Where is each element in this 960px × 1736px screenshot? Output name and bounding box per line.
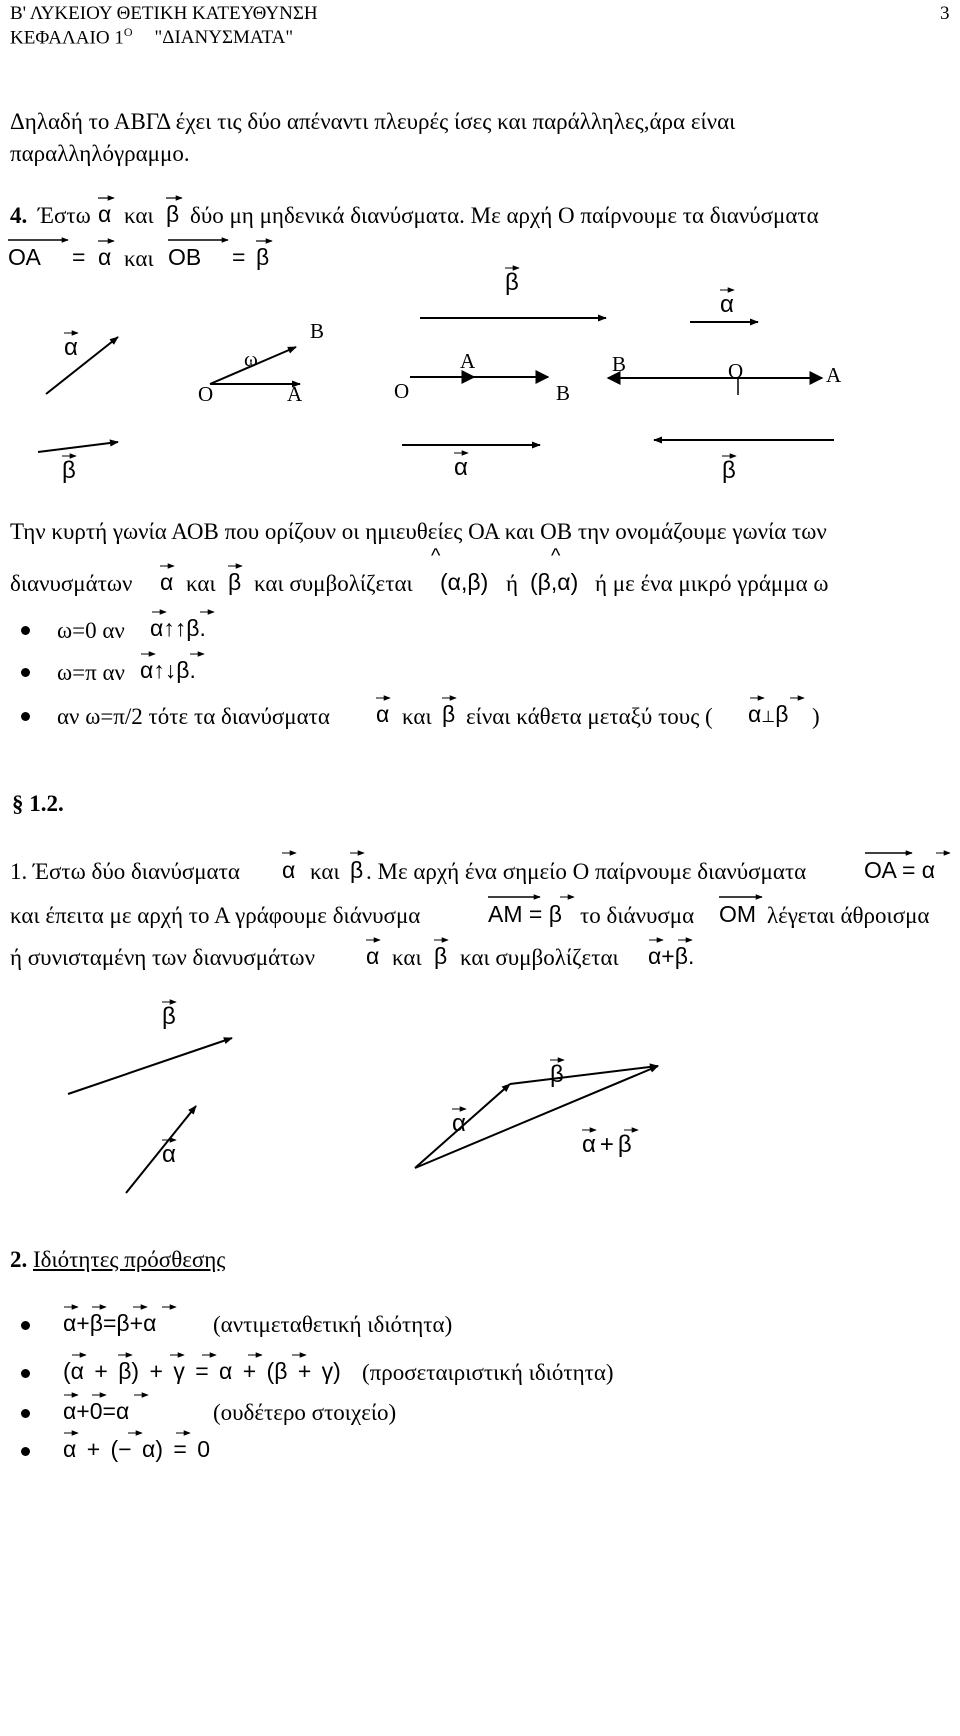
sum-line-1a: 1. Έστω δύο διανύσματα [10, 859, 240, 884]
hat-1: ^ [431, 545, 441, 567]
sum-line-2c: λέγεται άθροισμα [767, 903, 930, 928]
label-omega: ω [244, 347, 258, 371]
label-B-3: Β [612, 352, 627, 376]
label-sum-tri: α + β [582, 1131, 632, 1158]
item4-a: α [98, 201, 112, 227]
bullet3-kai: και [402, 704, 432, 729]
sum-om: ΟΜ [719, 901, 757, 927]
sum-symbol: α+β. [648, 943, 695, 969]
bullet2-text: ω=π αν [57, 660, 125, 685]
label-b-sum-left: β [162, 1003, 176, 1030]
item4-esto: Έστω [38, 203, 91, 228]
item4-b: β [166, 201, 180, 227]
ob-label: ΟΒ [168, 244, 202, 270]
angle-line-1: Την κυρτή γωνία ΑΟΒ που ορίζουν οι ημιευθείες ΟΑ και ΟΒ την ονομάζουμε γωνία των [10, 519, 827, 544]
item4-kai: και [124, 203, 154, 228]
angle-ba: (β,α) [530, 569, 579, 595]
label-b-right: β [722, 457, 736, 484]
prop2-note: (προσεταιριστική ιδιότητα) [362, 1360, 614, 1385]
angle-ab: (α,β) [440, 569, 489, 595]
eq-2: = [232, 244, 246, 270]
prop3-note: (ουδέτερο στοιχείο) [213, 1400, 397, 1425]
label-a-tri: α [452, 1110, 466, 1137]
label-b-top: β [505, 269, 519, 296]
angle-a: α [160, 569, 174, 595]
sum-line-3b: και συμβολίζεται [460, 945, 619, 970]
sum-line-3a: ή συνισταμένη των διανυσμάτων [10, 945, 315, 970]
angle-eta: ή [506, 571, 519, 596]
sum-b-1: β [350, 857, 364, 883]
page-number: 3 [940, 3, 950, 24]
angle-b: β [228, 569, 242, 595]
bullet3-text-b: είναι κάθετα μεταξύ τους ( [466, 704, 713, 729]
label-a-bottom: α [454, 454, 468, 481]
bullet1-expr: α↑↑β. [150, 615, 206, 641]
section-title: § 1.2. [12, 791, 64, 816]
bullet3-text-a: αν ω=π/2 τότε τα διανύσματα [57, 704, 330, 729]
bullet3-a: α [376, 701, 390, 727]
sum-oa: ΟΑ = α [864, 857, 936, 883]
sum-line-2a: και έπειτα με αρχή το Α γράφουμε διάνυσμα [10, 903, 421, 928]
intro-line-2: παραλληλόγραμμο. [10, 141, 190, 166]
sum-a-3: α [366, 943, 380, 969]
bullet3-close: ) [812, 704, 820, 729]
sum-am: ΑΜ = β [488, 901, 562, 927]
bullet3-perp: α⊥β [748, 701, 789, 727]
label-a-sum-left: α [162, 1141, 176, 1168]
header-title: Β' ΛΥΚΕΙΟΥ ΘΕΤΙΚΗ ΚΑΤΕΥΘΥΝΣΗ [10, 3, 318, 24]
sum-line-1b: . Με αρχή ένα σημείο Ο παίρνουμε διανύσματα [366, 859, 807, 884]
label-a-1: α [64, 334, 78, 361]
label-B-2: Β [556, 381, 571, 405]
prop1-note: (αντιμεταθετική ιδιότητα) [213, 1312, 453, 1337]
item4-rest: δύο μη μηδενικά διανύσματα. Με αρχή Ο παίρνουμε τα διανύσματα [190, 203, 819, 228]
prop3-expr: α+0=α [63, 1398, 130, 1424]
label-O-1: Ο [198, 382, 214, 406]
ob-b: β [256, 244, 270, 270]
sum-kai-3: και [392, 945, 422, 970]
angle-line-2a: διανυσμάτων [10, 571, 133, 596]
properties-title: 2. Ιδιότητες πρόσθεσης [10, 1247, 226, 1272]
angle-line-2b: και συμβολίζεται [254, 571, 413, 596]
prop4-expr: α + (− α) = 0 [63, 1436, 210, 1462]
label-b-tri: β [550, 1061, 564, 1088]
bullet3-b: β [442, 701, 456, 727]
bullet1-text: ω=0 αν [57, 618, 125, 643]
label-B-1: Β [310, 319, 325, 343]
eq-1: = [72, 244, 86, 270]
angle-kai: και [186, 571, 216, 596]
label-A-1: Α [287, 382, 303, 406]
label-b-1: β [62, 457, 76, 484]
label-A-3: Α [826, 363, 842, 387]
prop2-expr: (α + β) + γ = α + (β + γ) [63, 1358, 341, 1384]
sum-b-3: β [434, 943, 448, 969]
prop1-expr: α+β=β+α [63, 1310, 157, 1336]
intro-line-1: Δηλαδή το ΑΒΓΔ έχει τις δύο απέναντι πλευρές ίσες και παράλληλες,άρα είναι [10, 109, 736, 134]
item4-kai-2: και [124, 246, 154, 271]
label-O-2: Ο [394, 379, 410, 403]
sum-line-2b: το διάνυσμα [580, 903, 695, 928]
label-A-2: Α [460, 349, 476, 373]
oa-a: α [98, 244, 112, 270]
label-O-3: Ο [728, 359, 744, 383]
angle-line-2c: ή με ένα μικρό γράμμα ω [595, 571, 829, 596]
oa-label: ΟΑ [8, 244, 41, 270]
item4-number: 4. [10, 203, 28, 228]
header-chapter: ΚΕΦΑΛΑΙΟ $1^O$ "ΔΙΑΝΥΣΜΑΤΑ" [10, 25, 294, 49]
label-a-right: α [720, 291, 734, 318]
sum-kai-1: και [310, 859, 340, 884]
hat-2: ^ [551, 545, 561, 567]
bullet2-expr: α↑↓β. [140, 657, 196, 683]
sum-a-1: α [282, 857, 296, 883]
